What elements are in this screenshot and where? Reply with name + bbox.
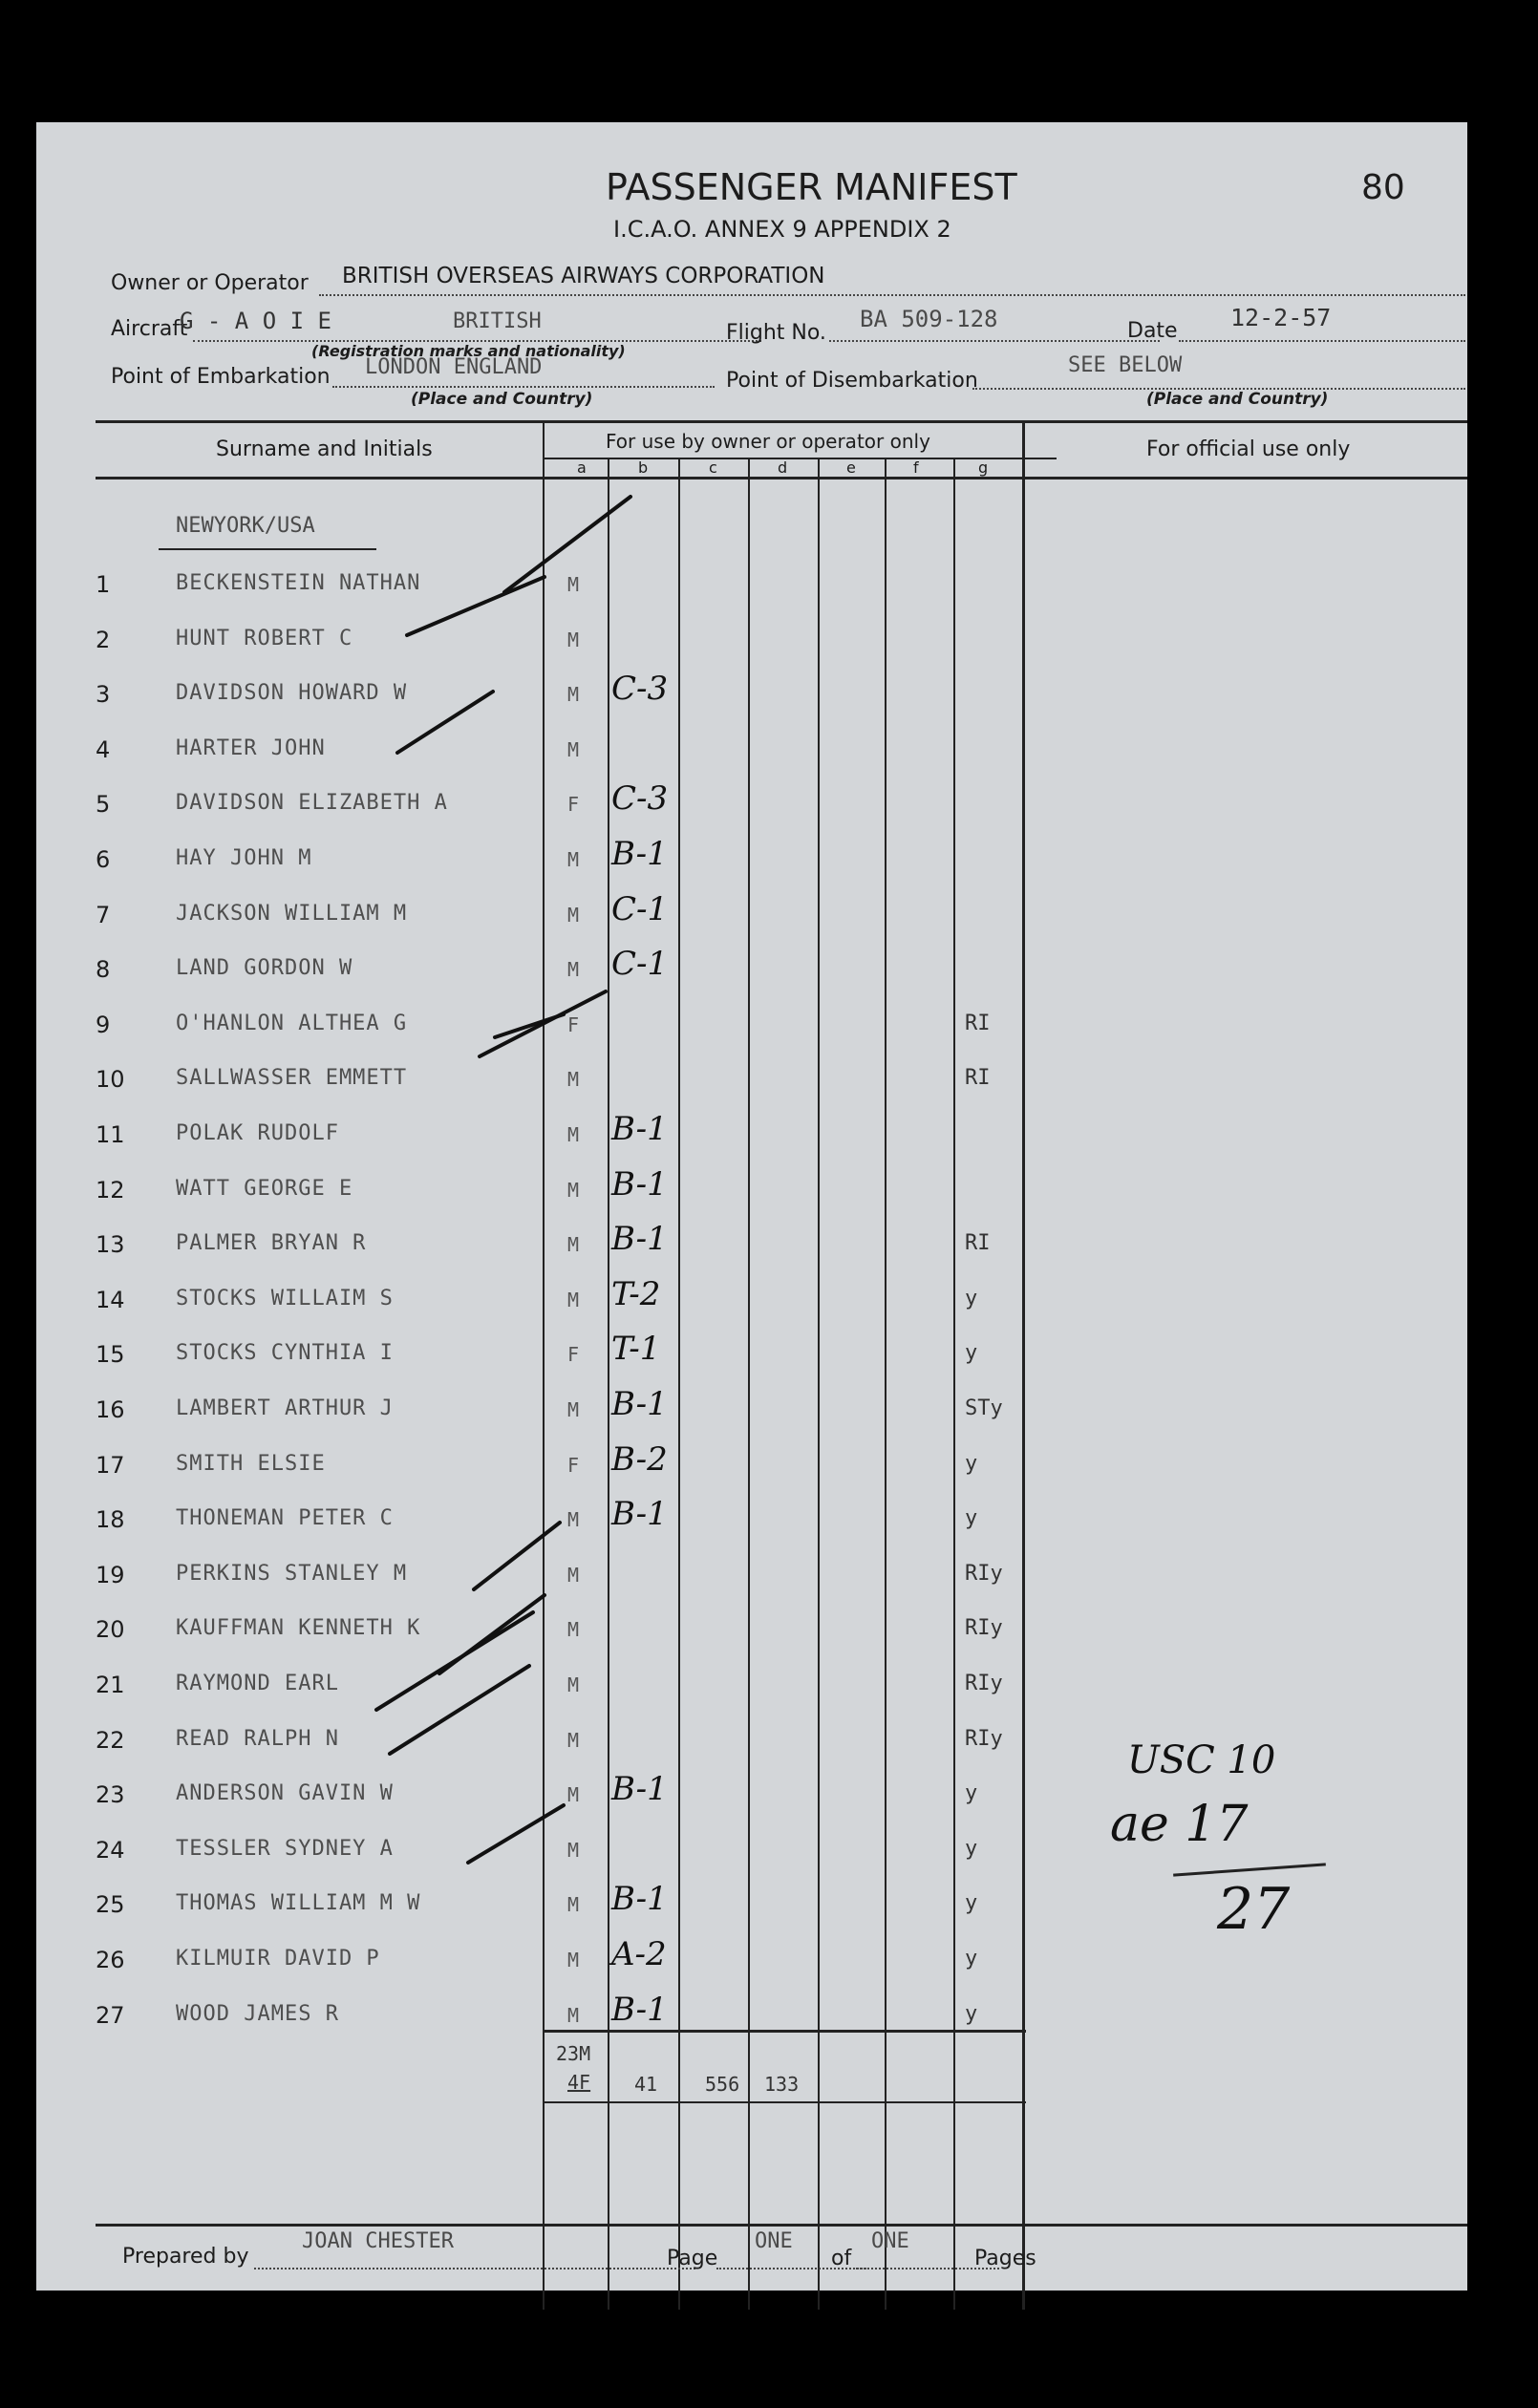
passenger-name: LAND GORDON W [176, 956, 353, 980]
embark-label: Point of Embarkation [111, 365, 331, 389]
passenger-name: WATT GEORGE E [176, 1177, 353, 1201]
flight-label: Flight No. [726, 321, 826, 345]
passenger-name: BECKENSTEIN NATHAN [176, 571, 421, 595]
passenger-name: THONEMAN PETER C [176, 1506, 394, 1530]
passenger-name: KAUFFMAN KENNETH K [176, 1616, 421, 1640]
row-number: 3 [96, 681, 111, 708]
passenger-sex: M [567, 2004, 580, 2027]
row-number: 13 [96, 1231, 125, 1258]
passenger-name: WOOD JAMES R [176, 2002, 339, 2026]
class-code: B-1 [611, 1770, 668, 1808]
passenger-name: DAVIDSON ELIZABETH A [176, 791, 448, 815]
official-code: y [965, 1452, 978, 1476]
row-number: 26 [96, 1947, 125, 1973]
of-value: ONE [871, 2229, 909, 2253]
passenger-name: PALMER BRYAN R [176, 1231, 367, 1255]
official-code: y [965, 1781, 978, 1805]
disembark-value: SEE BELOW [1068, 353, 1183, 377]
passenger-name: STOCKS WILLAIM S [176, 1287, 394, 1311]
owner-label: Owner or Operator [111, 271, 309, 295]
footer-rule [96, 2224, 1467, 2227]
row-number: 2 [96, 627, 111, 653]
class-code: B-1 [611, 1880, 668, 1918]
owner-value: BRITISH OVERSEAS AIRWAYS CORPORATION [342, 264, 825, 288]
class-code: B-1 [611, 835, 668, 873]
passenger-sex: M [567, 1123, 580, 1146]
passenger-name: DAVIDSON HOWARD W [176, 681, 408, 705]
row-number: 19 [96, 1562, 125, 1588]
passenger-sex: M [567, 1949, 580, 1971]
row-number: 18 [96, 1506, 125, 1533]
row-number: 5 [96, 791, 111, 818]
subcol-a: a [577, 458, 587, 477]
official-code: STy [965, 1396, 1003, 1420]
total-male: 23M [556, 2042, 591, 2065]
passenger-name: SALLWASSER EMMETT [176, 1066, 408, 1090]
official-note-ae: ae 17 [1110, 1796, 1249, 1853]
row-number: 1 [96, 571, 111, 598]
passenger-name: HAY JOHN M [176, 846, 312, 870]
page-number: 80 [1361, 168, 1405, 207]
passenger-sex: M [567, 1783, 580, 1806]
official-code: y [965, 2002, 978, 2026]
class-code: B-2 [611, 1440, 668, 1479]
class-code: B-1 [611, 1220, 668, 1258]
passenger-name: ANDERSON GAVIN W [176, 1781, 394, 1805]
passenger-name: STOCKS CYNTHIA I [176, 1341, 394, 1365]
passenger-sex: M [567, 1618, 580, 1641]
passenger-name: HARTER JOHN [176, 736, 326, 760]
total-female: 4F [567, 2071, 591, 2094]
section-label: NEWYORK/USA [176, 514, 315, 538]
passenger-sex: M [567, 573, 580, 596]
official-code: y [965, 1837, 978, 1861]
official-code: y [965, 1287, 978, 1311]
row-number: 15 [96, 1341, 125, 1368]
passenger-sex: F [567, 793, 580, 816]
class-code: C-3 [611, 670, 669, 708]
class-code: T-1 [611, 1330, 661, 1368]
passenger-sex: M [567, 1673, 580, 1696]
totals-rule-top [543, 2030, 1026, 2033]
row-number: 14 [96, 1287, 125, 1313]
subcol-g: g [978, 458, 989, 477]
passenger-name: PERKINS STANLEY M [176, 1562, 408, 1586]
passenger-sex: F [567, 1454, 580, 1477]
class-code: B-1 [611, 1110, 668, 1148]
official-code: RI [965, 1012, 991, 1035]
passenger-name: KILMUIR DAVID P [176, 1947, 380, 1971]
check-stroke [474, 1523, 560, 1589]
passenger-name: TESSLER SYDNEY A [176, 1837, 394, 1861]
passenger-sex: M [567, 1289, 580, 1311]
row-number: 6 [96, 846, 111, 873]
official-code: y [965, 1341, 978, 1365]
official-code: y [965, 1506, 978, 1530]
check-stroke [397, 692, 493, 753]
official-code: RIy [965, 1562, 1003, 1586]
page-label: Page [667, 2247, 718, 2270]
passenger-name: READ RALPH N [176, 1727, 339, 1751]
passenger-sex: M [567, 958, 580, 981]
row-number: 23 [96, 1781, 125, 1808]
disembark-label: Point of Disembarkation [726, 369, 978, 393]
official-code: RI [965, 1066, 991, 1090]
prepared-label: Prepared by [122, 2245, 249, 2269]
class-code: C-3 [611, 779, 669, 818]
class-code: B-1 [611, 1495, 668, 1533]
row-number: 24 [96, 1837, 125, 1864]
check-stroke [495, 1014, 564, 1037]
date-label: Date [1127, 319, 1178, 343]
row-number: 7 [96, 902, 111, 928]
class-code: B-1 [611, 1991, 668, 2029]
subcol-d: d [778, 458, 788, 477]
passenger-sex: M [567, 1068, 580, 1091]
class-code: C-1 [611, 890, 669, 928]
aircraft-registration: G - A O I E [180, 308, 331, 334]
passenger-name: LAMBERT ARTHUR J [176, 1396, 394, 1420]
passenger-name: JACKSON WILLIAM M [176, 902, 408, 926]
passenger-sex: M [567, 1893, 580, 1916]
check-stroke [480, 991, 606, 1056]
check-stroke [504, 497, 630, 592]
passenger-name: THOMAS WILLIAM M W [176, 1891, 421, 1915]
check-stroke [468, 1805, 564, 1863]
total-d: 133 [764, 2073, 800, 2096]
official-code: y [965, 1891, 978, 1915]
row-number: 9 [96, 1012, 111, 1038]
official-code: RIy [965, 1616, 1003, 1640]
passenger-name: O'HANLON ALTHEA G [176, 1012, 408, 1035]
prepared-value: JOAN CHESTER [302, 2229, 454, 2253]
aircraft-nationality: BRITISH [453, 309, 542, 333]
row-number: 20 [96, 1616, 125, 1643]
passenger-name: SMITH ELSIE [176, 1452, 326, 1476]
passenger-sex: M [567, 904, 580, 927]
passenger-sex: M [567, 1839, 580, 1862]
subcol-c: c [709, 458, 717, 477]
row-number: 4 [96, 736, 111, 763]
class-code: B-1 [611, 1385, 668, 1423]
totals-rule-bottom [543, 2101, 1026, 2103]
row-number: 11 [96, 1121, 125, 1148]
passenger-sex: M [567, 1398, 580, 1421]
form-title: PASSENGER MANIFEST [606, 166, 1017, 208]
passenger-sex: M [567, 1233, 580, 1256]
class-code: C-1 [611, 945, 669, 983]
col-name-header: Surname and Initials [216, 437, 433, 461]
subcol-e: e [846, 458, 856, 477]
col-operator-header: For use by owner or operator only [606, 430, 930, 453]
check-marks [36, 122, 1467, 2291]
passenger-sex: M [567, 738, 580, 761]
check-stroke [376, 1612, 533, 1710]
embark-value: LONDON ENGLAND [365, 355, 543, 379]
passenger-sex: M [567, 1729, 580, 1752]
manifest-sheet [36, 122, 1467, 2291]
row-number: 27 [96, 2002, 125, 2029]
check-stroke [407, 577, 545, 635]
passenger-sex: F [567, 1343, 580, 1366]
official-note-total: 27 [1217, 1876, 1291, 1943]
row-number: 10 [96, 1066, 125, 1093]
form-subtitle: I.C.A.O. ANNEX 9 APPENDIX 2 [613, 216, 951, 243]
page-value: ONE [755, 2229, 793, 2253]
passenger-sex: F [567, 1013, 580, 1036]
passenger-sex: M [567, 629, 580, 651]
class-code: A-2 [611, 1935, 667, 1973]
passenger-sex: M [567, 1564, 580, 1587]
row-number: 21 [96, 1672, 125, 1698]
row-number: 8 [96, 956, 111, 983]
passenger-sex: M [567, 683, 580, 706]
official-note-usc: USC 10 [1127, 1738, 1276, 1782]
flight-value: BA 509-128 [860, 306, 998, 332]
official-code: RIy [965, 1727, 1003, 1751]
date-value: 12-2-57 [1230, 304, 1332, 331]
row-number: 16 [96, 1396, 125, 1423]
pages-label: Pages [974, 2247, 1036, 2270]
official-code: y [965, 1947, 978, 1971]
official-code: RIy [965, 1672, 1003, 1695]
row-number: 22 [96, 1727, 125, 1754]
passenger-sex: M [567, 848, 580, 871]
aircraft-label: Aircraft [111, 317, 188, 341]
official-code: RI [965, 1231, 991, 1255]
row-number: 25 [96, 1891, 125, 1918]
passenger-sex: M [567, 1508, 580, 1531]
total-c: 556 [705, 2073, 740, 2096]
subcol-b: b [638, 458, 649, 477]
class-code: B-1 [611, 1165, 668, 1204]
passenger-name: RAYMOND EARL [176, 1672, 339, 1695]
total-b: 41 [634, 2073, 658, 2096]
passenger-sex: M [567, 1179, 580, 1202]
check-stroke [390, 1666, 529, 1754]
passenger-name: HUNT ROBERT C [176, 627, 353, 650]
disembark-note: (Place and Country) [1146, 390, 1329, 409]
embark-note: (Place and Country) [411, 390, 593, 409]
prepared-line [254, 2268, 695, 2269]
row-number: 12 [96, 1177, 125, 1204]
registration-note: (Registration marks and nationality) [311, 342, 626, 360]
subcol-f: f [913, 458, 919, 477]
of-label: of [831, 2247, 852, 2270]
passenger-name: POLAK RUDOLF [176, 1121, 339, 1145]
row-number: 17 [96, 1452, 125, 1479]
class-code: T-2 [611, 1275, 661, 1313]
col-official-header: For official use only [1146, 437, 1351, 461]
